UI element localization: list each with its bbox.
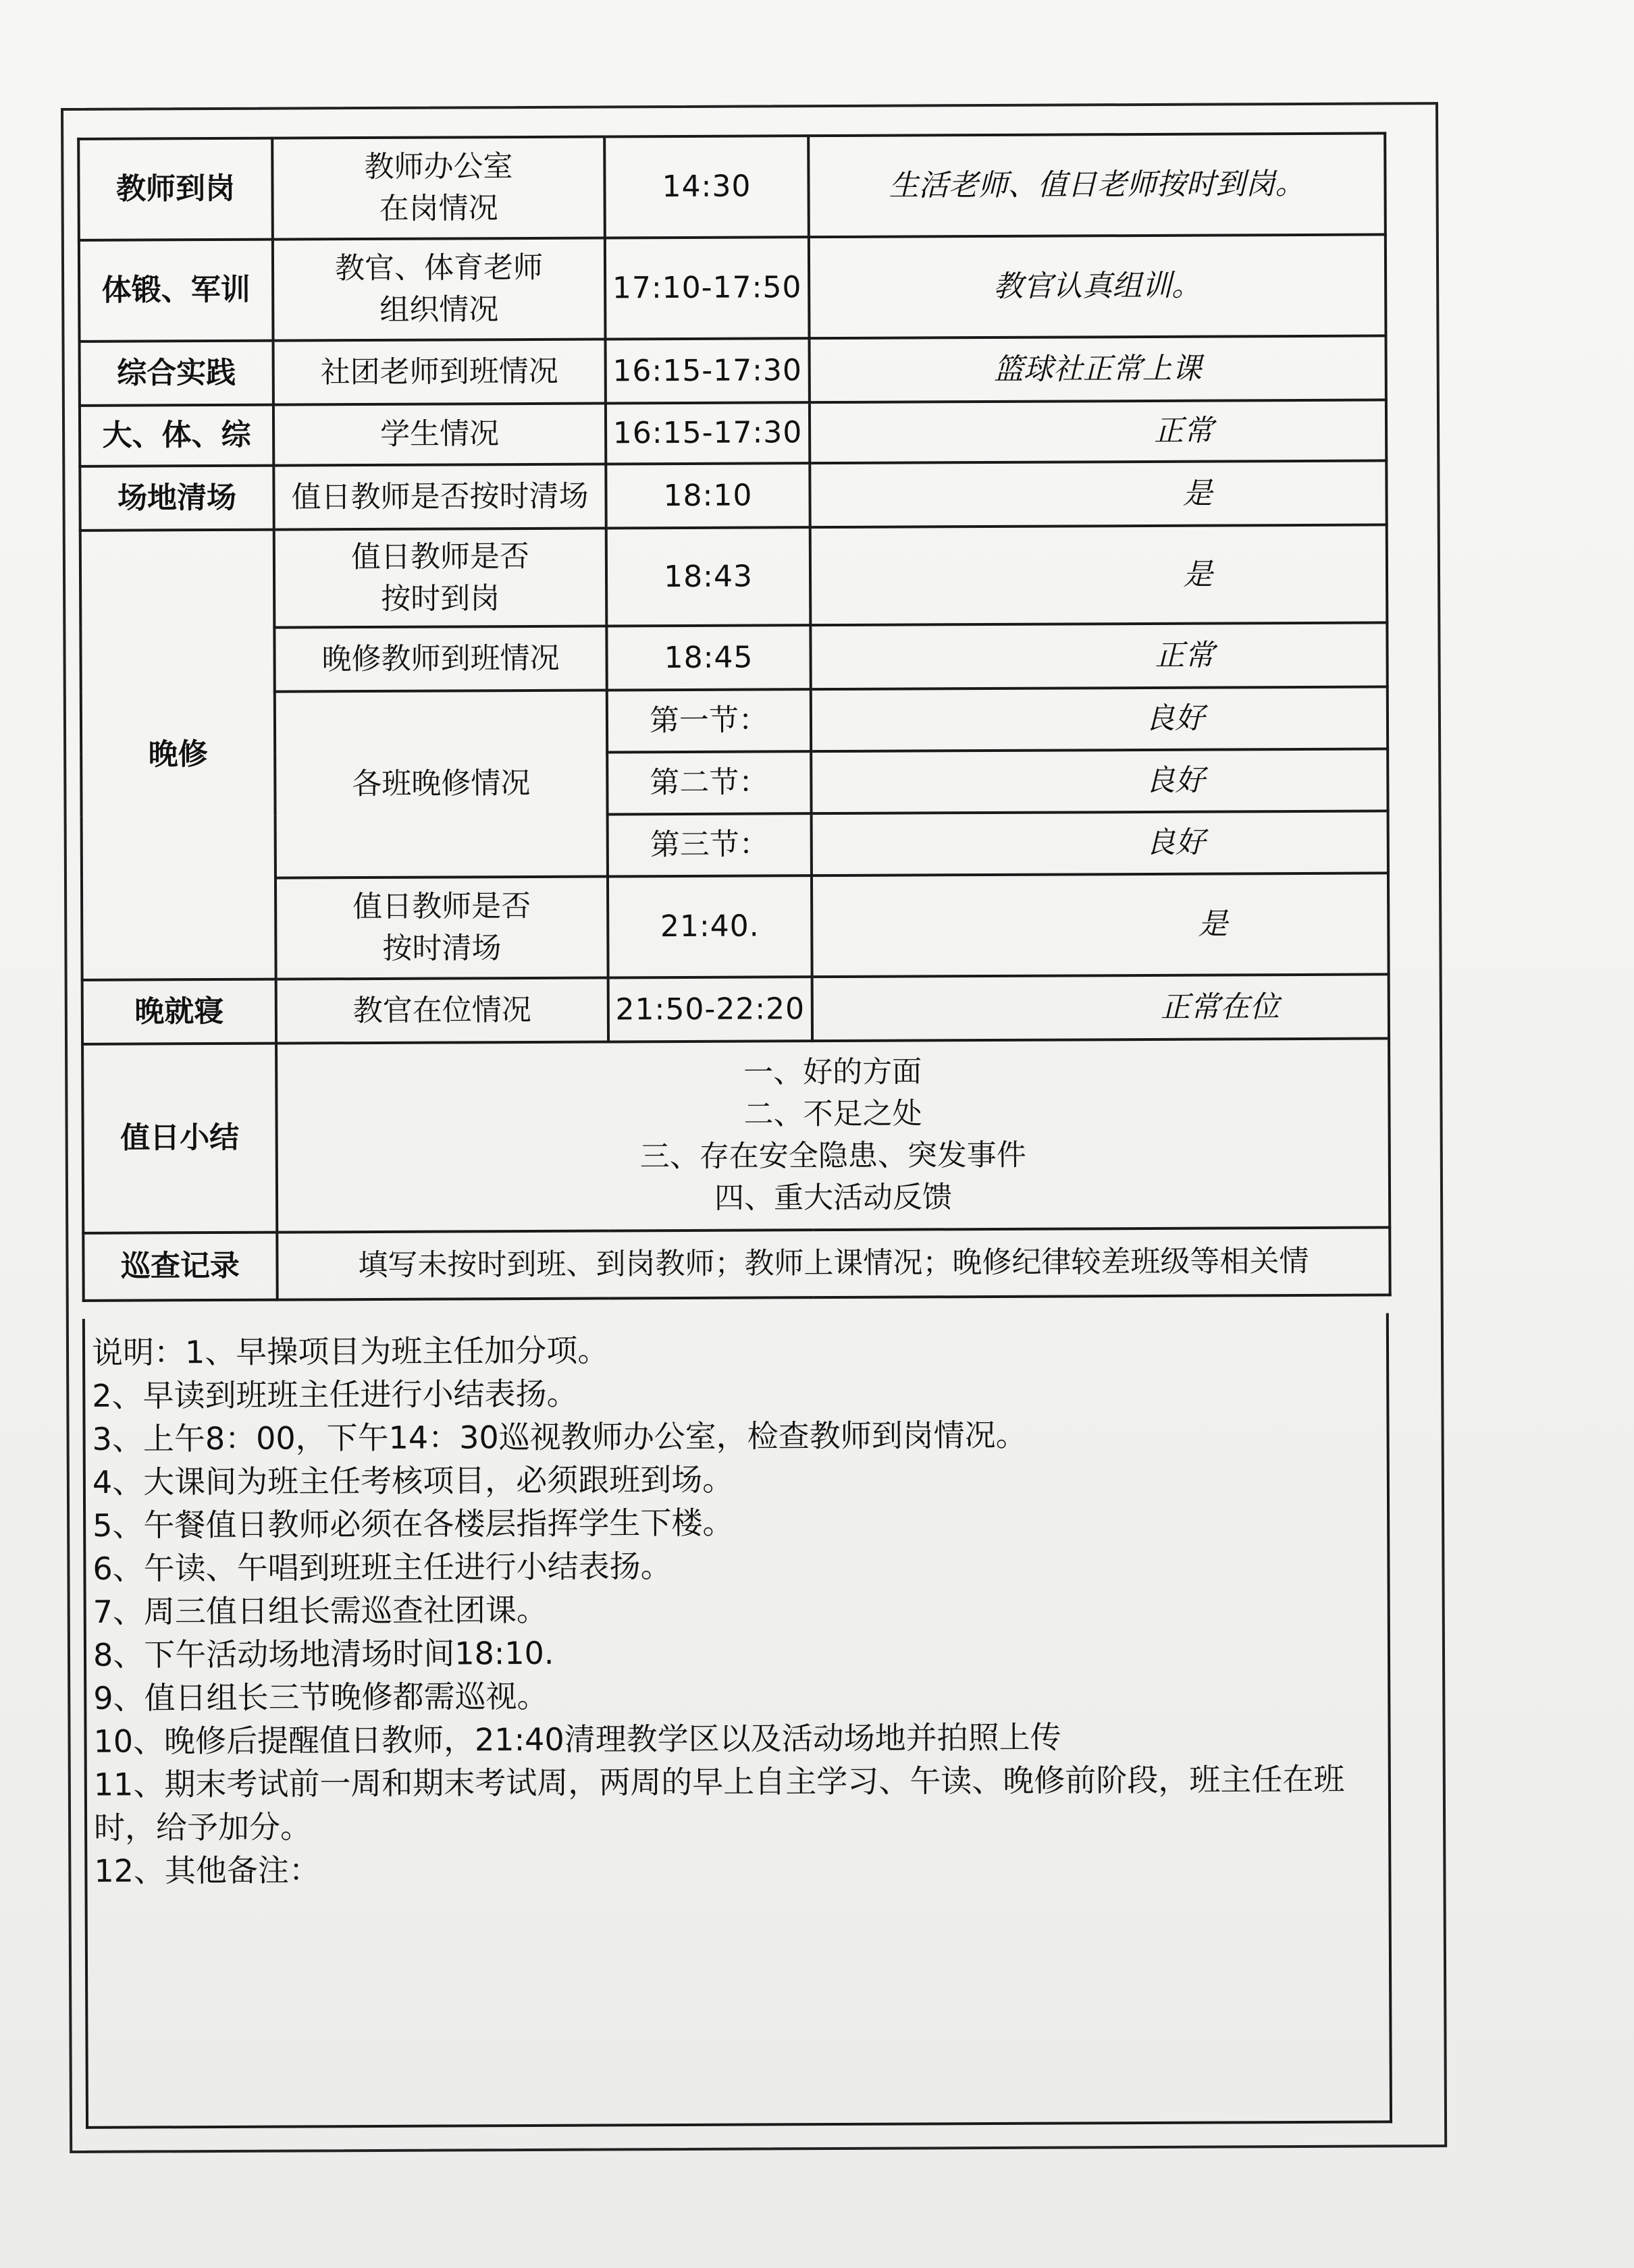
summary-item: 三、存在安全隐患、突发事件 xyxy=(639,1137,1026,1174)
table-row xyxy=(80,335,1386,405)
record-cell[interactable]: 良好 xyxy=(811,686,1388,751)
record-cell[interactable]: 是 xyxy=(812,873,1389,977)
item-line: 按时到岗 xyxy=(381,580,500,616)
time-cell: 14:30 xyxy=(604,136,809,238)
note-line: 4、大课间为班主任考核项目，必须跟班到场。 xyxy=(92,1461,734,1501)
record-cell[interactable]: 良好 xyxy=(811,749,1388,813)
note-line: 7、周三值日组长需巡查社团课。 xyxy=(93,1591,548,1630)
note-line: 3、上午8：00，下午14：30巡视教师办公室，检查教师到岗情况。 xyxy=(92,1416,1027,1457)
period-label-cell: 第一节： xyxy=(607,689,811,752)
note-line: 10、晚修后提醒值日教师，21:40清理教学区以及活动场地并拍照上传 xyxy=(93,1719,1061,1760)
category-cell: 教师到岗 xyxy=(78,138,273,240)
category-cell: 场地清场 xyxy=(80,466,273,531)
summary-item: 四、重大活动反馈 xyxy=(714,1180,953,1216)
item-cell xyxy=(273,238,606,340)
item-cell: 晚修教师到班情况 xyxy=(274,626,606,691)
note-line: 8、下午活动场地清场时间18:10. xyxy=(93,1634,554,1673)
note-line: 11、期末考试前一周和期末考试周，两周的早上自主学习、午读、晚修前阶段，班主任在班时，给予加分。 xyxy=(93,1760,1345,1846)
record-cell[interactable]: 是 xyxy=(810,460,1386,527)
patrol-category-cell: 巡查记录 xyxy=(83,1233,277,1301)
item-cell: 社团老师到班情况 xyxy=(273,339,606,404)
item-line: 按时清场 xyxy=(382,931,502,966)
period-label-cell: 第二节： xyxy=(607,751,811,814)
category-cell: 体锻、军训 xyxy=(79,240,273,342)
notes-section xyxy=(82,1313,1392,2128)
item-line: 值日教师是否 xyxy=(352,888,531,925)
time-cell: 16:15-17:30 xyxy=(606,338,810,403)
summary-item: 一、好的方面 xyxy=(743,1054,922,1090)
table-row xyxy=(80,622,1387,692)
item-line: 组织情况 xyxy=(379,292,499,327)
table-row xyxy=(80,460,1386,530)
item-line: 教官、体育老师 xyxy=(334,250,544,286)
record-cell[interactable]: 正常 xyxy=(810,400,1386,463)
item-cell: 值日教师是否按时清场 xyxy=(273,464,606,529)
item-cell xyxy=(272,136,605,239)
table-row xyxy=(82,974,1389,1044)
time-cell: 16:15-17:30 xyxy=(606,402,810,464)
table-row xyxy=(81,686,1388,754)
category-cell: 大、体、综 xyxy=(80,405,273,466)
duty-form xyxy=(61,102,1447,2153)
time-cell: 17:10-17:50 xyxy=(605,237,810,339)
period-label-cell: 第三节： xyxy=(608,813,812,876)
item-cell xyxy=(274,528,607,627)
note-line: 说明：1、早操项目为班主任加分项。 xyxy=(91,1332,609,1371)
note-line: 5、午餐值日教师必须在各楼层指挥学生下楼。 xyxy=(93,1504,734,1544)
table-row xyxy=(80,400,1386,466)
patrol-text[interactable]: 填写未按时到班、到岗教师；教师上课情况；晚修纪律较差班级等相关情 xyxy=(277,1227,1390,1299)
record-cell[interactable]: 良好 xyxy=(812,811,1388,875)
record-cell[interactable]: 教官认真组训。 xyxy=(809,234,1386,338)
record-cell[interactable]: 正常在位 xyxy=(812,974,1389,1041)
time-cell: 21:40. xyxy=(608,875,812,977)
summary-category-cell: 值日小结 xyxy=(82,1044,277,1233)
table-row xyxy=(83,1227,1390,1300)
table-row xyxy=(82,1038,1390,1233)
note-line[interactable]: 12、其他备注： xyxy=(94,1852,321,1889)
time-cell: 18:10 xyxy=(606,463,810,528)
item-cell xyxy=(275,876,608,979)
item-line: 值日教师是否 xyxy=(350,539,530,574)
table-row xyxy=(80,524,1388,628)
category-cell: 晚就寝 xyxy=(82,979,276,1044)
table-row xyxy=(78,133,1386,240)
duty-table xyxy=(77,132,1392,1301)
item-cell: 学生情况 xyxy=(273,403,606,465)
note-line: 6、午读、午唱到班班主任进行小结表扬。 xyxy=(93,1548,672,1587)
category-cell: 综合实践 xyxy=(80,341,273,406)
record-cell[interactable]: 是 xyxy=(810,524,1388,625)
item-line: 教师办公室 xyxy=(364,149,513,185)
table-row xyxy=(82,873,1389,979)
evening-category-cell: 晚修 xyxy=(80,530,276,980)
summary-item: 二、不足之处 xyxy=(743,1096,922,1132)
item-cell: 教官在位情况 xyxy=(276,977,608,1043)
item-line: 在岗情况 xyxy=(379,191,498,226)
record-cell[interactable]: 生活老师、值日老师按时到岗。 xyxy=(808,133,1386,237)
summary-list[interactable] xyxy=(276,1038,1390,1232)
note-line: 2、早读到班班主任进行小结表扬。 xyxy=(92,1375,578,1414)
record-cell[interactable]: 篮球社正常上课 xyxy=(809,335,1386,402)
time-cell: 21:50-22:20 xyxy=(608,977,812,1042)
item-cell: 各班晚修情况 xyxy=(275,690,608,878)
note-line: 9、值日组长三节晚修都需巡视。 xyxy=(93,1677,548,1717)
record-cell[interactable]: 正常 xyxy=(810,622,1387,689)
time-cell: 18:45 xyxy=(606,625,810,690)
table-row xyxy=(79,234,1386,341)
time-cell: 18:43 xyxy=(606,527,811,626)
